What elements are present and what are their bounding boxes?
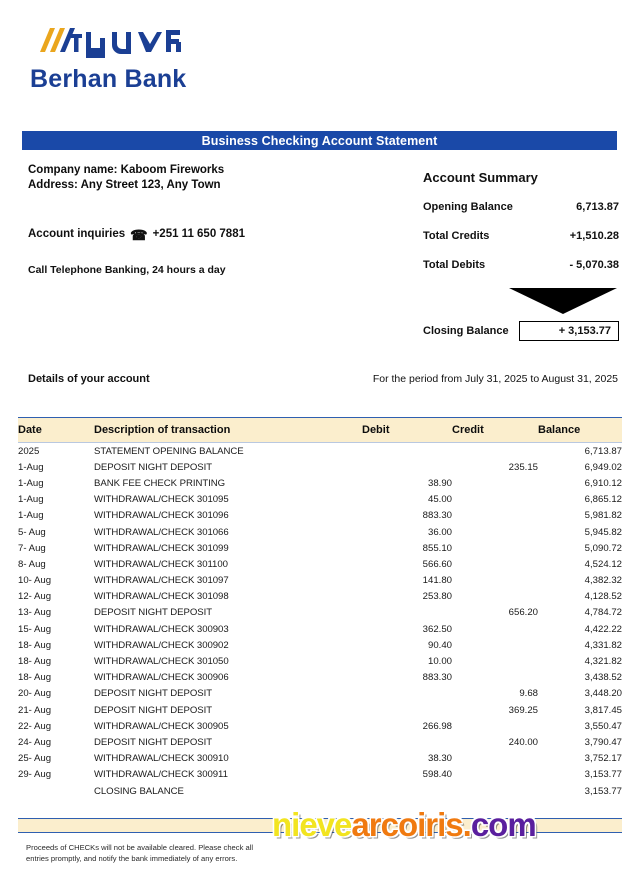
closing-balance-value-box: + 3,153.77: [519, 321, 619, 341]
table-row: [18, 589, 622, 605]
cell-description: BANK FEE CHECK PRINTING: [94, 477, 226, 489]
cell-debit: 90.40: [427, 639, 452, 651]
cell-date: 18- Aug: [18, 672, 52, 684]
cell-debit: 45.00: [427, 494, 452, 506]
total-debits-value: - 5,070.38: [569, 259, 619, 271]
details-of-account-label: Details of your account: [28, 373, 150, 385]
cell-description: WITHDRAWAL/CHECK 301097: [94, 575, 229, 587]
cell-balance: 4,128.52: [584, 591, 622, 603]
cell-debit: 141.80: [422, 575, 452, 587]
account-summary-title: Account Summary: [423, 170, 538, 185]
footer-fine-print: Proceeds of CHECKs will not be available cleared. Please check all entries promptly, and notify the bank immediately of any errors.: [26, 843, 254, 863]
table-row: [18, 475, 622, 491]
cell-credit: [452, 540, 538, 556]
cell-description: DEPOSIT NIGHT DEPOSIT: [94, 736, 213, 748]
cell-credit: [452, 637, 538, 653]
account-inquiries-label: Account inquiries: [28, 228, 126, 240]
total-credits-value: +1,510.28: [569, 230, 619, 242]
telephone-icon: ☎: [130, 227, 148, 243]
table-row: [18, 459, 622, 475]
telephone-banking-note: Call Telephone Banking, 24 hours a day: [28, 264, 226, 276]
summary-row-total-debits: [423, 259, 619, 271]
inquiries-phone-number: +251 11 650 7881: [152, 228, 245, 240]
cell-date: 1-Aug: [18, 494, 44, 506]
opening-balance-value: 6,713.87: [576, 201, 619, 213]
cell-debit: 598.40: [422, 769, 452, 781]
column-header-description: Description of transaction: [94, 418, 362, 443]
cell-balance: 4,382.32: [584, 575, 622, 587]
cell-credit: 240.00: [508, 736, 538, 748]
cell-balance: 4,524.12: [584, 558, 622, 570]
transactions-table-body: [18, 443, 622, 800]
cell-credit: 369.25: [508, 704, 538, 716]
site-watermark: [272, 806, 536, 844]
table-row: [18, 573, 622, 589]
cell-description: WITHDRAWAL/CHECK 300911: [94, 769, 228, 781]
cell-balance: 4,331.82: [584, 639, 622, 651]
table-row: [18, 686, 622, 702]
table-row: [18, 508, 622, 524]
cell-credit: [452, 508, 538, 524]
cell-credit: [452, 718, 538, 734]
cell-date: 18- Aug: [18, 656, 52, 668]
cell-debit: 883.30: [422, 510, 452, 522]
cell-balance: 5,981.82: [584, 510, 622, 522]
cell-description: DEPOSIT NIGHT DEPOSIT: [94, 607, 213, 619]
cell-credit: [452, 589, 538, 605]
cell-credit: 235.15: [508, 461, 538, 473]
cell-date: 15- Aug: [18, 623, 52, 635]
cell-balance: 6,713.87: [584, 445, 622, 457]
statement-title-banner: Business Checking Account Statement: [22, 131, 617, 150]
table-row: [18, 783, 622, 799]
table-row: [18, 767, 622, 783]
cell-balance: 3,790.47: [584, 736, 622, 748]
cell-credit: [452, 524, 538, 540]
table-row: [18, 524, 622, 540]
cell-credit: [452, 573, 538, 589]
account-summary-panel: [423, 170, 619, 341]
cell-date: 13- Aug: [18, 607, 52, 619]
cell-description: WITHDRAWAL/CHECK 300910: [94, 753, 229, 765]
closing-balance-label: Closing Balance: [423, 325, 509, 337]
customer-info-block: [28, 163, 398, 276]
down-triangle-icon: [509, 288, 617, 314]
cell-date: 2025: [18, 445, 40, 457]
watermark-part-one: nieve: [272, 806, 352, 843]
transactions-table-head: [18, 418, 622, 443]
company-name-line: Company name: Kaboom Fireworks: [28, 164, 225, 176]
table-header-row: [18, 418, 622, 443]
cell-date: [18, 783, 94, 799]
cell-description: WITHDRAWAL/CHECK 301066: [94, 526, 229, 538]
berhan-bank-amharic-logo-icon: [30, 18, 190, 62]
summary-row-total-credits: [423, 230, 619, 242]
cell-credit: [452, 670, 538, 686]
watermark-part-three: com: [470, 806, 536, 843]
cell-debit: 566.60: [422, 558, 452, 570]
cell-debit: 362.50: [422, 623, 452, 635]
cell-balance: 4,784.72: [584, 607, 622, 619]
cell-debit: 253.80: [422, 591, 452, 603]
cell-description: DEPOSIT NIGHT DEPOSIT: [94, 688, 213, 700]
column-header-date: Date: [18, 418, 94, 443]
cell-credit: [452, 475, 538, 491]
cell-balance: 3,752.17: [584, 753, 622, 765]
summary-row-opening-balance: [423, 201, 619, 213]
cell-debit: [362, 702, 452, 718]
cell-date: 29- Aug: [18, 769, 52, 781]
cell-date: 7- Aug: [18, 542, 46, 554]
cell-description: DEPOSIT NIGHT DEPOSIT: [94, 461, 213, 473]
table-row: [18, 670, 622, 686]
table-row: [18, 653, 622, 669]
table-row: [18, 556, 622, 572]
cell-credit: 656.20: [508, 607, 538, 619]
cell-date: 8- Aug: [18, 558, 46, 570]
table-row: [18, 702, 622, 718]
account-details-header: [28, 373, 618, 385]
column-header-balance: Balance: [538, 418, 622, 443]
cell-credit: 9.68: [519, 688, 538, 700]
cell-debit: 883.30: [422, 672, 452, 684]
cell-credit: [452, 751, 538, 767]
cell-credit: [452, 783, 538, 799]
account-inquiries-row: [28, 227, 398, 241]
cell-debit: 266.98: [422, 720, 452, 732]
cell-date: 21- Aug: [18, 704, 52, 716]
cell-balance: 3,550.47: [584, 720, 622, 732]
cell-balance: 4,422.22: [584, 623, 622, 635]
bank-wordmark: Berhan Bank: [30, 65, 187, 93]
cell-date: 1-Aug: [18, 461, 44, 473]
cell-description: WITHDRAWAL/CHECK 301098: [94, 591, 229, 603]
cell-date: 1-Aug: [18, 510, 44, 522]
table-row: [18, 492, 622, 508]
cell-description: WITHDRAWAL/CHECK 300903: [94, 623, 229, 635]
cell-credit: [452, 443, 538, 460]
cell-debit: [362, 783, 452, 799]
summary-row-closing-balance: [423, 321, 619, 341]
column-header-credit: Credit: [452, 418, 538, 443]
cell-balance: 3,153.77: [584, 769, 622, 781]
cell-description: WITHDRAWAL/CHECK 300902: [94, 639, 229, 651]
total-debits-label: Total Debits: [423, 259, 486, 271]
cell-description: WITHDRAWAL/CHECK 301096: [94, 510, 229, 522]
cell-debit: [362, 686, 452, 702]
table-row: [18, 637, 622, 653]
cell-credit: [452, 556, 538, 572]
cell-debit: [362, 443, 452, 460]
cell-description: WITHDRAWAL/CHECK 301100: [94, 558, 228, 570]
cell-balance: 4,321.82: [584, 656, 622, 668]
cell-description: WITHDRAWAL/CHECK 301099: [94, 542, 229, 554]
total-credits-label: Total Credits: [423, 230, 490, 242]
cell-balance: 6,865.12: [584, 494, 622, 506]
cell-credit: [452, 621, 538, 637]
cell-date: 12- Aug: [18, 591, 52, 603]
cell-balance: 5,945.82: [584, 526, 622, 538]
cell-date: 1-Aug: [18, 477, 44, 489]
transactions-table-wrap: [18, 417, 622, 799]
cell-debit: [362, 734, 452, 750]
table-row: [18, 540, 622, 556]
summary-arrow-wrap: [423, 288, 619, 314]
cell-credit: [452, 492, 538, 508]
cell-description: WITHDRAWAL/CHECK 300906: [94, 672, 229, 684]
table-row: [18, 751, 622, 767]
cell-description: WITHDRAWAL/CHECK 300905: [94, 720, 229, 732]
cell-debit: [362, 605, 452, 621]
table-row: [18, 718, 622, 734]
cell-balance: 3,448.20: [584, 688, 622, 700]
cell-description: DEPOSIT NIGHT DEPOSIT: [94, 704, 213, 716]
cell-date: 10- Aug: [18, 575, 52, 587]
cell-description: WITHDRAWAL/CHECK 301095: [94, 494, 229, 506]
table-row: [18, 605, 622, 621]
cell-debit: 10.00: [427, 656, 452, 668]
cell-balance: 3,817.45: [584, 704, 622, 716]
cell-balance: 5,090.72: [584, 542, 622, 554]
cell-debit: 855.10: [422, 542, 452, 554]
cell-balance: 3,153.77: [584, 785, 622, 797]
company-address-line: Address: Any Street 123, Any Town: [28, 179, 221, 191]
cell-balance: 6,910.12: [584, 477, 622, 489]
cell-date: 18- Aug: [18, 639, 52, 651]
watermark-part-two: arcoiris.: [351, 806, 471, 843]
cell-debit: 36.00: [427, 526, 452, 538]
cell-balance: 6,949.02: [584, 461, 622, 473]
cell-credit: [452, 653, 538, 669]
bank-logo-block: [30, 18, 330, 94]
cell-credit: [452, 767, 538, 783]
table-row: [18, 443, 622, 460]
cell-balance: 3,438.52: [584, 672, 622, 684]
table-row: [18, 734, 622, 750]
cell-description: WITHDRAWAL/CHECK 301050: [94, 656, 229, 668]
cell-description: STATEMENT OPENING BALANCE: [94, 445, 244, 457]
cell-debit: [362, 459, 452, 475]
opening-balance-label: Opening Balance: [423, 201, 513, 213]
cell-debit: 38.90: [427, 477, 452, 489]
statement-period-label: For the period from July 31, 2025 to August 31, 2025: [372, 373, 618, 385]
cell-date: 5- Aug: [18, 526, 46, 538]
cell-date: 25- Aug: [18, 753, 52, 765]
column-header-debit: Debit: [362, 418, 452, 443]
cell-date: 22- Aug: [18, 720, 52, 732]
cell-description: CLOSING BALANCE: [94, 785, 184, 797]
cell-date: 24- Aug: [18, 736, 52, 748]
cell-date: 20- Aug: [18, 688, 52, 700]
table-row: [18, 621, 622, 637]
cell-debit: 38.30: [427, 753, 452, 765]
transactions-table: [18, 417, 622, 799]
